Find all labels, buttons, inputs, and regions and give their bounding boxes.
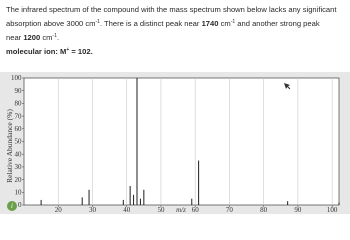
mass-spectrum-chart <box>0 72 350 214</box>
x-tick-label: 20 <box>54 206 62 214</box>
x-tick-label: 90 <box>294 206 302 214</box>
problem-line-2-d: cm <box>220 19 231 28</box>
y-tick-label: 10 <box>14 188 22 197</box>
problem-line-1: The infrared spectrum of the compound with the mass spectrum shown below lacks any significant <box>6 5 337 14</box>
problem-line-2-e: and another strong peak <box>237 19 320 28</box>
x-tick-label: 40 <box>123 206 131 214</box>
problem-line-2-b: . There is a distinct peak near <box>99 19 200 28</box>
y-tick-label: 90 <box>14 86 22 95</box>
y-tick-label: 40 <box>14 150 22 159</box>
x-tick-label: 80 <box>260 206 268 214</box>
x-tick-label: 30 <box>88 206 96 214</box>
exponent-3: -1 <box>52 33 57 39</box>
info-icon[interactable]: i <box>7 201 17 211</box>
y-tick-label: 0 <box>18 201 22 210</box>
molecular-ion <box>6 47 93 56</box>
problem-line-3 <box>6 31 344 45</box>
x-tick-label: 50 <box>157 206 165 214</box>
problem-line-2-a: absorption above 3000 cm <box>6 19 96 28</box>
problem-line-3-end: . <box>56 33 60 42</box>
peak-1200: 1200 <box>23 33 41 42</box>
molecular-ion-value: = 102. <box>71 47 93 56</box>
peak-1740: 1740 <box>201 19 219 28</box>
exponent-2: -1 <box>230 19 236 25</box>
x-tick-label: 100 <box>326 206 338 214</box>
y-axis-label: Relative Abundance (%) <box>5 109 14 183</box>
x-axis-label: m/z <box>176 206 186 214</box>
y-tick-label: 50 <box>14 137 22 146</box>
plot-frame <box>24 78 339 205</box>
x-tick-label: 60 <box>191 206 199 214</box>
y-tick-label: 60 <box>14 125 22 133</box>
problem-line-3-c: cm <box>42 33 53 42</box>
y-tick-label: 20 <box>14 175 22 184</box>
y-tick-label: 70 <box>14 112 22 121</box>
problem-text <box>6 3 344 45</box>
problem-line-3-a: near <box>6 33 22 42</box>
y-tick-label: 80 <box>14 99 22 108</box>
molecular-ion-label: molecular ion: M <box>6 47 67 56</box>
y-tick-label: 100 <box>11 74 22 83</box>
exponent-1: -1 <box>95 19 100 25</box>
x-tick-label: 70 <box>225 206 233 214</box>
y-tick-label: 30 <box>14 163 22 172</box>
molecular-ion-charge: + <box>66 47 70 53</box>
problem-line-2 <box>6 17 344 31</box>
